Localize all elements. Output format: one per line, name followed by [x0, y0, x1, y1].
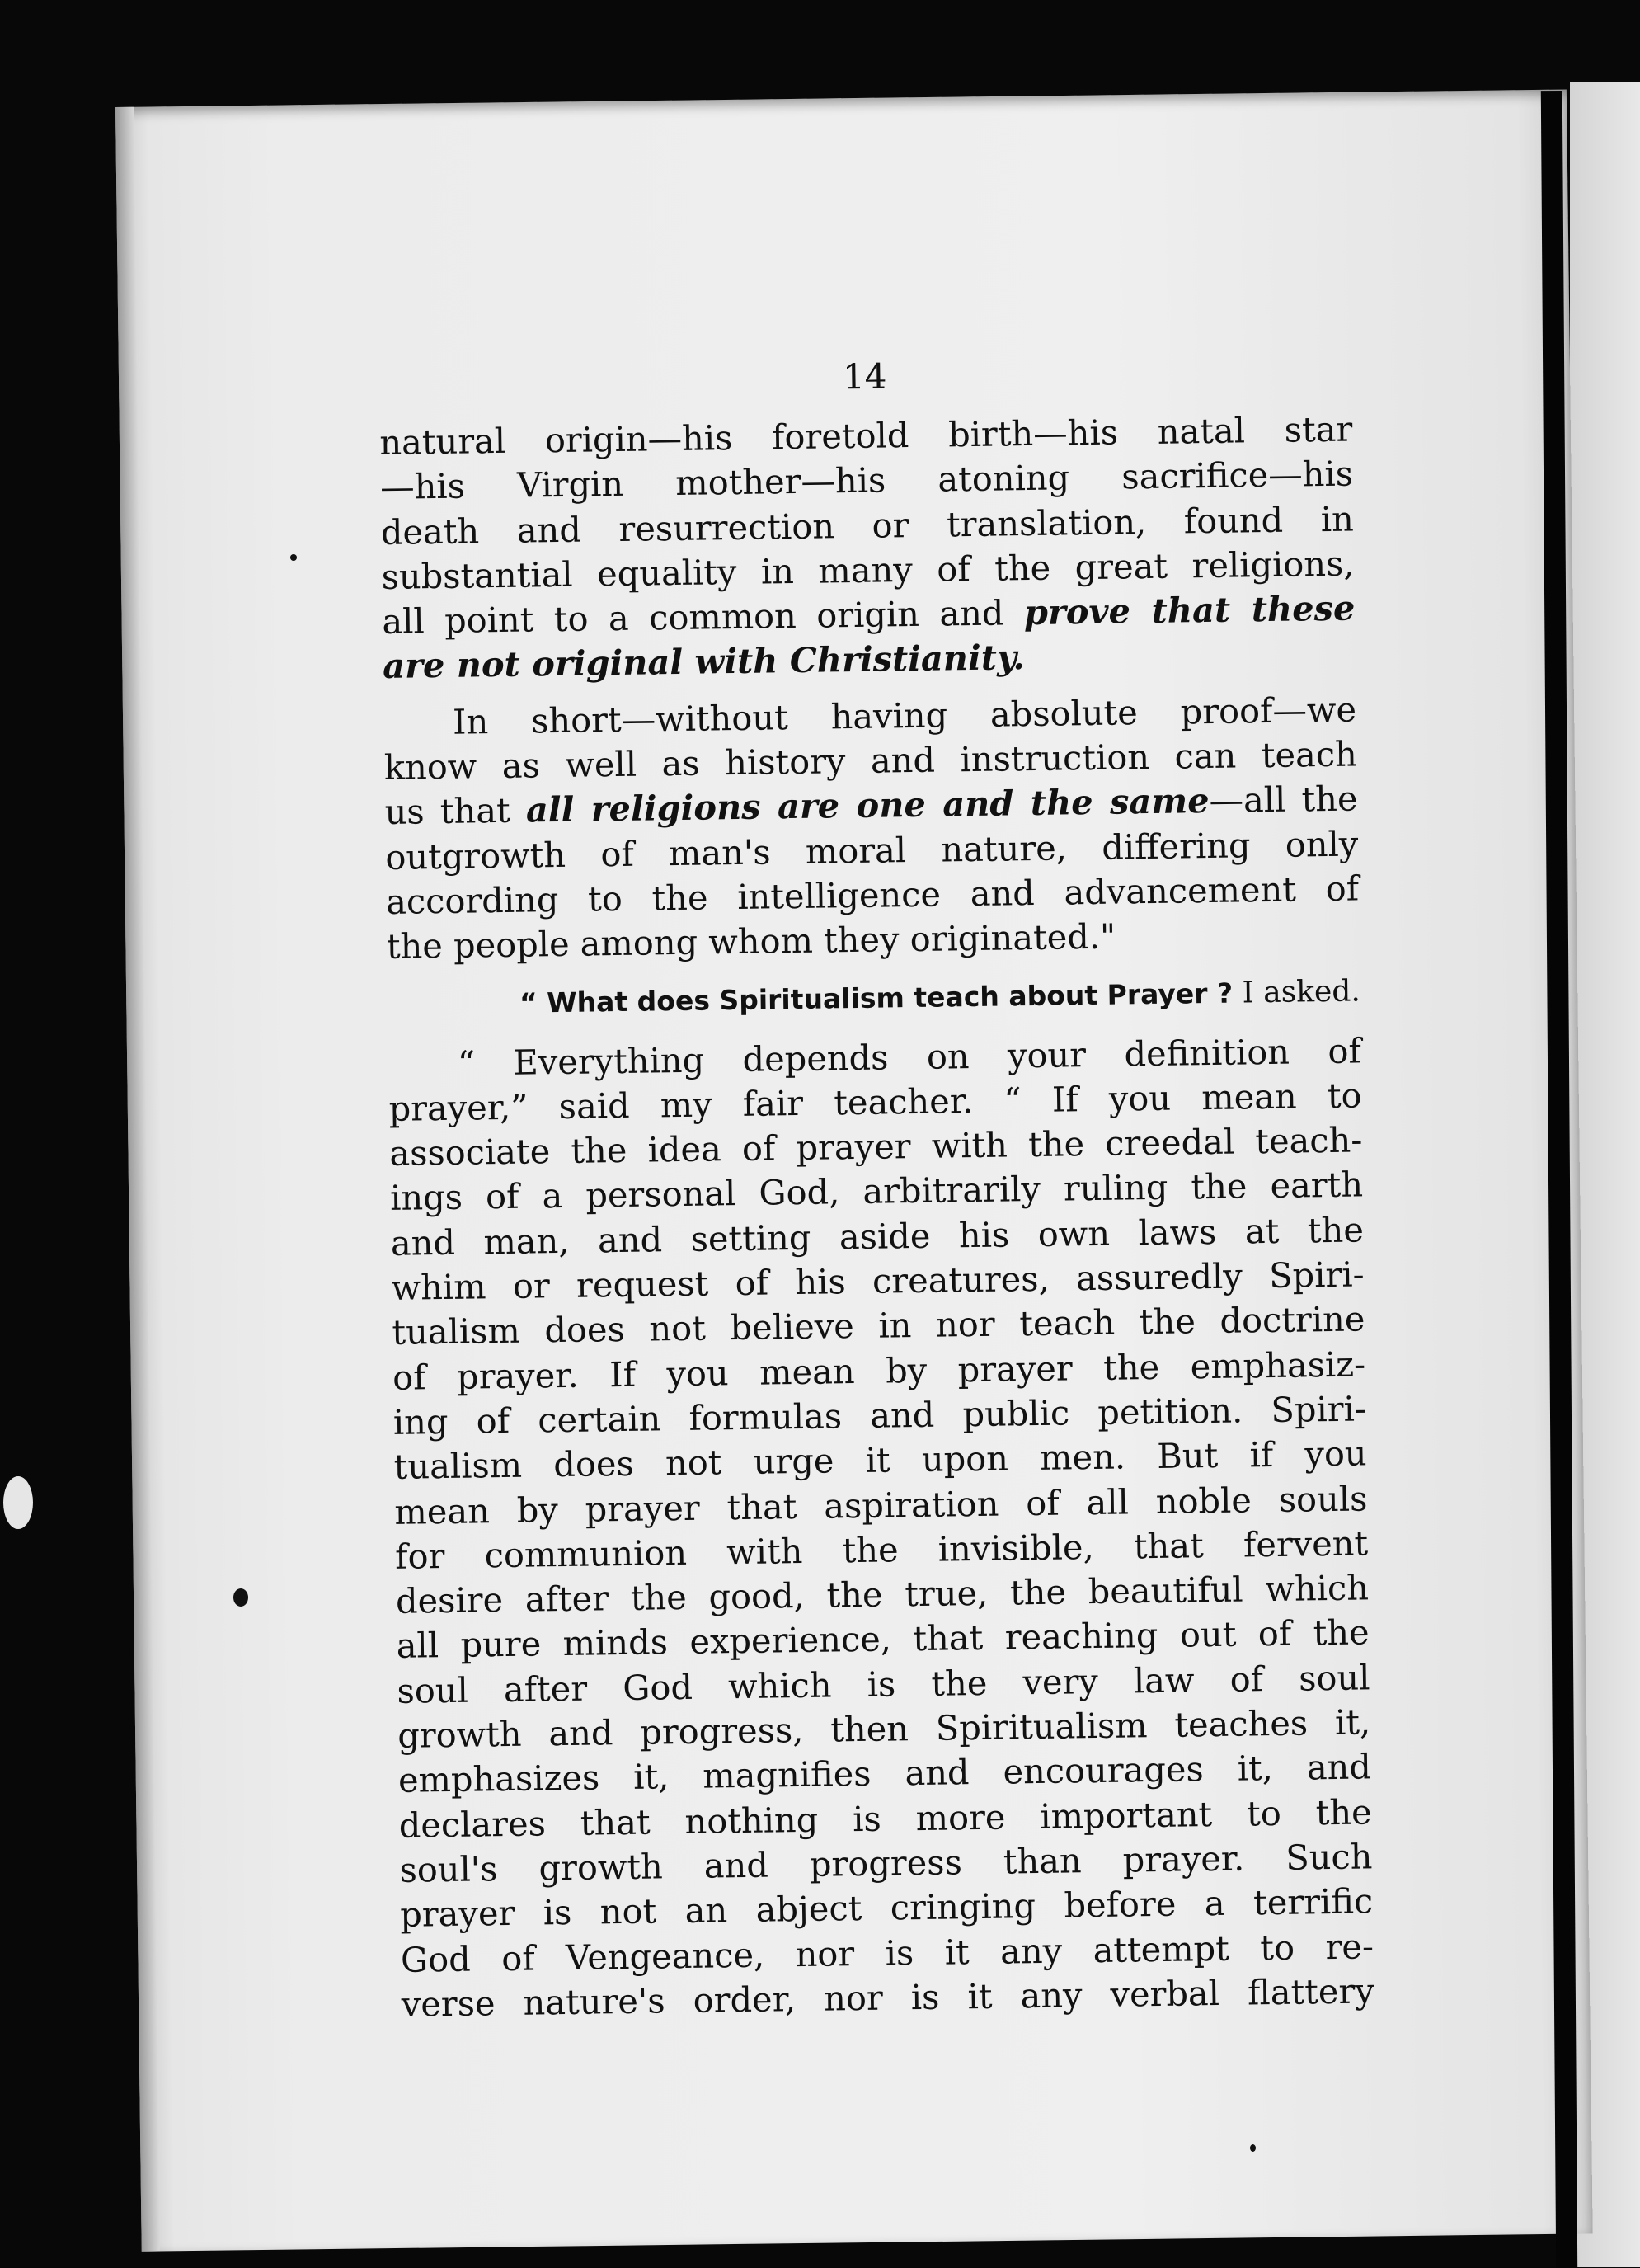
italic-emphasis: prove that these: [1023, 587, 1356, 633]
text-line: whim or request of his creatures, assuredly Spiri-: [391, 1254, 1365, 1308]
text-line: all pure minds experience, that reaching out of the: [396, 1612, 1370, 1667]
text-line: In short—without having absolute proof—we: [452, 689, 1357, 742]
text-line: know as well as history and instruction can teach: [383, 733, 1358, 788]
text-line: ing of certain formulas and public petition. Spiri-: [392, 1388, 1367, 1442]
page-tear-mark: [3, 1476, 33, 1529]
ink-speck: [1250, 2144, 1256, 2152]
text-line: tualism does not believe in nor teach the doctrine: [392, 1298, 1365, 1353]
text-line: —his Virgin mother—his atoning sacrifice—his: [379, 453, 1354, 508]
question-text: “ What does Spiritualism teach about Prayer ?: [519, 976, 1234, 1019]
ink-speck: [290, 554, 297, 561]
text-line: emphasizes it, magnifies and encourages it, and: [397, 1746, 1372, 1801]
paragraph-3: [388, 1028, 1375, 2027]
paragraph-1: [379, 407, 1356, 689]
text-line: of prayer. If you mean by prayer the emphasiz-: [392, 1343, 1366, 1398]
text-line: prayer,” said my fair teacher. “ If you mean to: [388, 1075, 1362, 1129]
italic-emphasis: are not original with Christianity.: [382, 637, 1026, 687]
text-line: for communion with the invisible, that fervent: [394, 1522, 1369, 1577]
page-body-text: [379, 407, 1374, 2027]
question-heading: [387, 966, 1360, 1030]
text-line: “ Everything depends on your definition of: [457, 1030, 1362, 1084]
text-line: ings of a personal God, arbitrarily ruling the earth: [389, 1164, 1364, 1219]
text-line: the people among whom they originated.": [386, 915, 1116, 967]
italic-emphasis: all religions are one and the same: [525, 780, 1210, 831]
ink-speck: [233, 1588, 248, 1607]
text-line: desire after the good, the true, the beautiful which: [395, 1567, 1370, 1621]
text-line: tualism does not urge it upon men. But if you: [393, 1433, 1367, 1488]
page-number: 14: [842, 355, 887, 398]
text-line: natural origin—his foretold birth—his natal star: [379, 408, 1353, 463]
text-line: death and resurrection or translation, found in: [380, 498, 1355, 553]
text-run: all point to a common origin and: [382, 592, 1025, 642]
text-line: verse nature's order, nor is it any verbal flattery: [401, 1970, 1375, 2025]
paragraph-2: [383, 687, 1360, 969]
text-line: substantial equality in many of the great religions,: [381, 543, 1355, 597]
text-line: declares that nothing is more important to the: [398, 1790, 1373, 1846]
text-run: us that: [384, 789, 527, 833]
text-line: growth and progress, then Spiritualism teaches it,: [397, 1701, 1371, 1756]
text-line: and man, and setting aside his own laws at the: [390, 1209, 1365, 1263]
text-line: associate the idea of prayer with the creedal teach-: [389, 1119, 1363, 1174]
question-tail: I asked.: [1232, 974, 1361, 1010]
text-line: prayer is not an abject cringing before a terrific: [399, 1880, 1374, 1936]
text-line: mean by prayer that aspiration of all noble souls: [394, 1477, 1368, 1532]
text-line: according to the intelligence and advancement of: [385, 868, 1360, 922]
text-line: outgrowth of man's moral nature, differing only: [385, 823, 1359, 878]
text-line: soul's growth and progress than prayer. Such: [399, 1836, 1373, 1890]
text-run: —all the: [1209, 778, 1358, 821]
text-line: soul after God which is the very law of soul: [397, 1657, 1370, 1711]
text-line: God of Vengeance, nor is it any attempt to re-: [400, 1925, 1374, 1980]
